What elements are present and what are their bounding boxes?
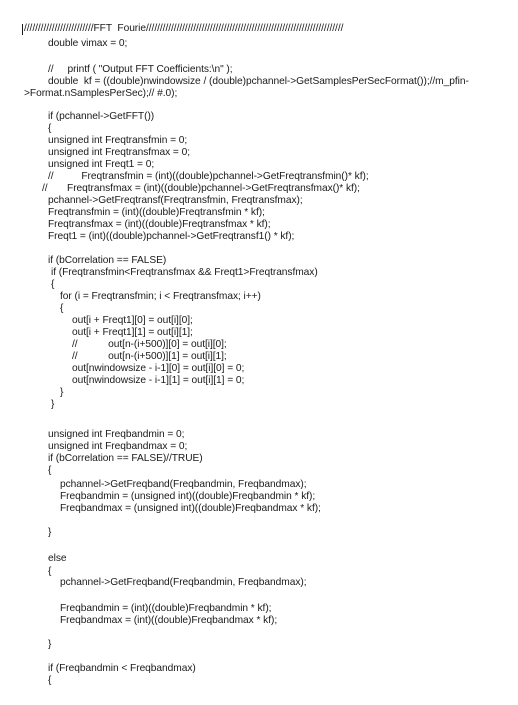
code-line: } <box>48 527 52 538</box>
code-line: if (bCorrelation == FALSE)//TRUE) <box>48 453 203 464</box>
code-line: unsigned int Freqtransfmax = 0; <box>48 147 191 158</box>
code-line: out[i + Freqt1][0] = out[i][0]; <box>72 315 193 326</box>
code-line: Freqtransfmax = (int)((double)Freqtransfmax * kf); <box>48 219 271 230</box>
code-line: out[nwindowsize - i-1][1] = out[i][1] = 0; <box>72 375 245 386</box>
code-line: if (bCorrelation == FALSE) <box>48 255 167 266</box>
code-line: Freqbandmin = (unsigned int)((double)Freqbandmin * kf); <box>60 491 316 502</box>
code-line: // Freqtransfmin = (int)((double)pchannel->GetFreqtransfmin()* kf); <box>48 171 369 182</box>
code-line: double vimax = 0; <box>48 38 128 49</box>
code-line: pchannel->GetFreqtransf(Freqtransfmin, Freqtransfmax); <box>48 195 303 206</box>
code-line: { <box>48 123 52 134</box>
code-line: pchannel->GetFreqband(Freqbandmin, Freqbandmax); <box>60 479 307 490</box>
code-line: unsigned int Freqt1 = 0; <box>48 159 155 170</box>
code-line: if (Freqbandmin < Freqbandmax) <box>48 663 196 674</box>
code-line: // printf ( "Output FFT Coefficients:\n" ); <box>48 64 233 75</box>
code-line: Freqtransfmin = (int)((double)Freqtransfmin * kf); <box>48 207 265 218</box>
code-line: out[i + Freqt1][1] = out[i][1]; <box>72 327 193 338</box>
code-line: Freqbandmax = (unsigned int)((double)Freqbandmax * kf); <box>60 503 321 514</box>
code-line: Freqbandmin = (int)((double)Freqbandmin * kf); <box>60 603 272 614</box>
code-line: else <box>48 553 67 564</box>
code-line: { <box>60 303 64 314</box>
code-line: Freqt1 = (int)((double)pchannel->GetFreqtransf1() * kf); <box>48 231 295 242</box>
code-line: out[nwindowsize - i-1][0] = out[i][0] = 0; <box>72 363 245 374</box>
code-line: if (pchannel->GetFFT()) <box>48 111 155 122</box>
code-line: unsigned int Freqbandmax = 0; <box>48 441 188 452</box>
code-line: /////////////////////////FFT Fourie/////////////////////////////////////////////////////////////////////// <box>24 23 344 34</box>
code-line: { <box>48 465 52 476</box>
text-cursor <box>22 24 23 35</box>
code-line: unsigned int Freqbandmin = 0; <box>48 429 185 440</box>
code-line: } <box>48 639 52 650</box>
code-line: } <box>60 387 64 398</box>
code-line: unsigned int Freqtransfmin = 0; <box>48 135 188 146</box>
code-line: } <box>51 399 55 410</box>
code-line: double kf = ((double)nwindowsize / (double)pchannel->GetSamplesPerSecFormat());//m_pfin- <box>48 76 469 87</box>
code-line: pchannel->GetFreqband(Freqbandmin, Freqbandmax); <box>60 577 307 588</box>
code-line: Freqbandmax = (int)((double)Freqbandmax * kf); <box>60 615 278 626</box>
code-line: // out[n-(i+500)][0] = out[i][0]; <box>72 339 227 350</box>
code-line: { <box>48 566 52 577</box>
code-line: for (i = Freqtransfmin; i < Freqtransfmax; i++) <box>60 291 261 302</box>
code-line: { <box>51 279 55 290</box>
code-line: { <box>48 675 52 686</box>
code-line: >Format.nSamplesPerSec);// #.0); <box>24 88 178 99</box>
code-line: if (Freqtransfmin<Freqtransfmax && Freqt1>Freqtransfmax) <box>51 267 318 278</box>
code-line: // Freqtransfmax = (int)((double)pchannel->GetFreqtransfmax()* kf); <box>42 183 360 194</box>
code-line: // out[n-(i+500)][1] = out[i][1]; <box>72 351 227 362</box>
